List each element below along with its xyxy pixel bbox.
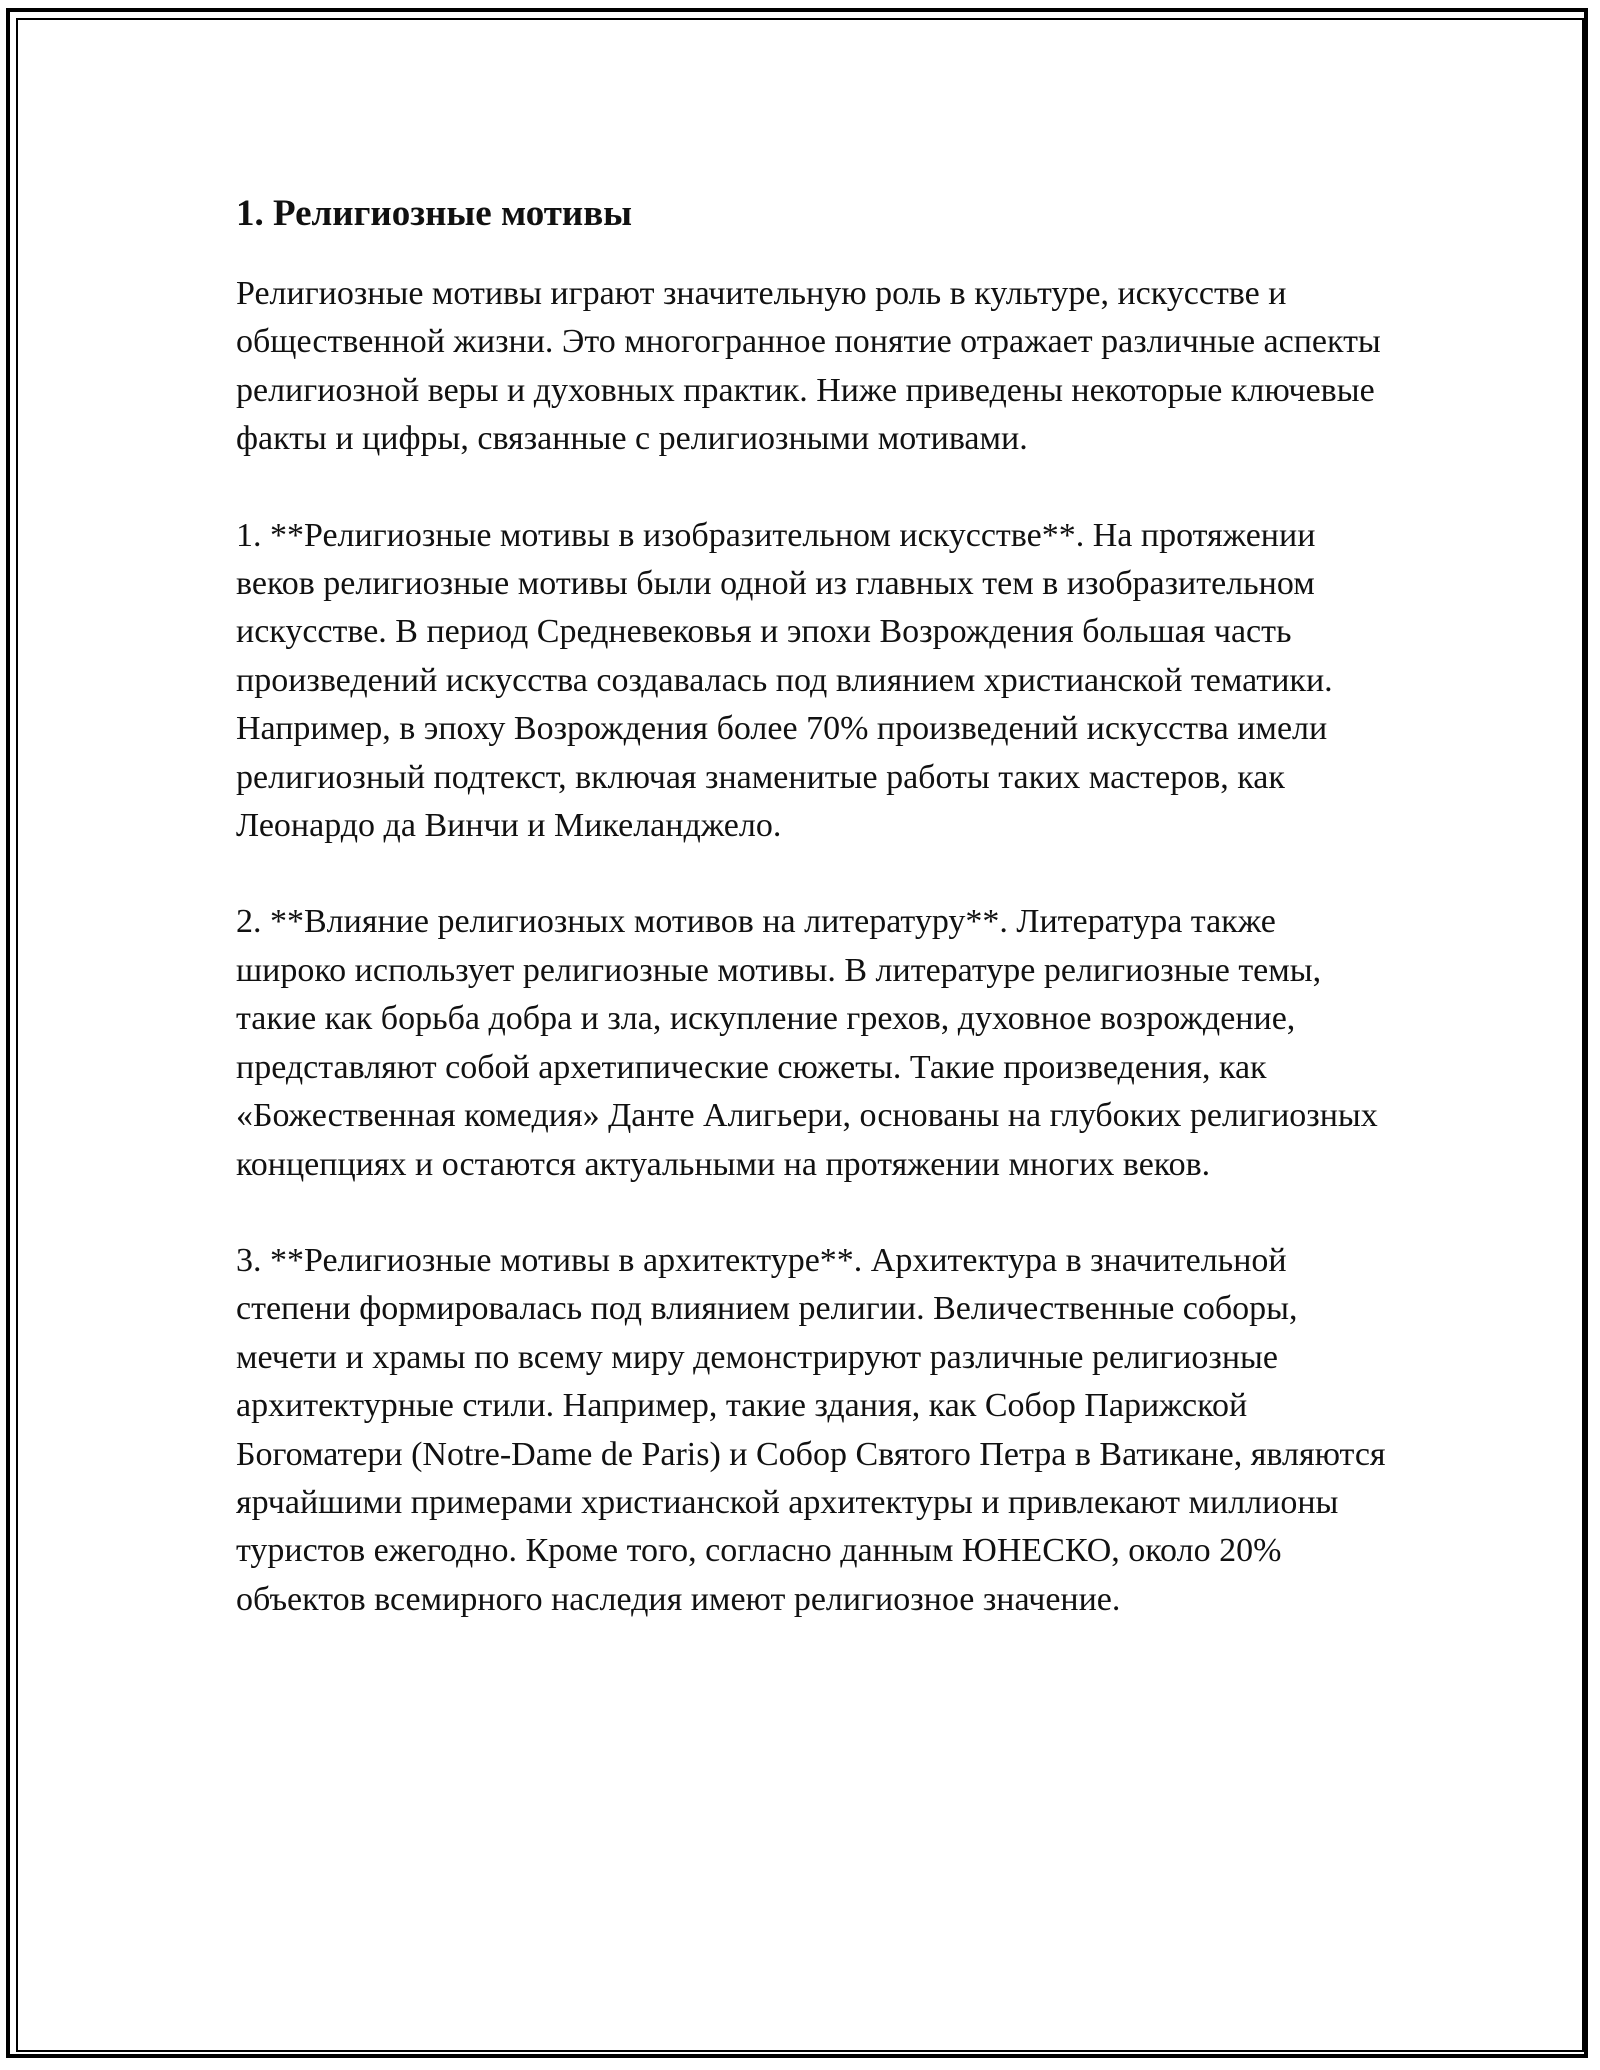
document-body (236, 186, 1386, 1672)
paragraph-visual-art: 1. **Религиозные мотивы в изобразительном искусстве**. На протяжении веков религиозные мотивы были одной из главных тем в изобразительном искусстве. В период Средневековья и эпохи Возрождения большая часть произведений искусства создавалась под влиянием христианской тематики. Например, в эпоху Возрождения более 70% произведений искусства имели религиозный подтекст, включая знаменитые работы таких мастеров, как Леонардо да Винчи и Микеланджело. (236, 516, 1333, 845)
paragraph-literature: 2. **Влияние религиозных мотивов на литературу**. Литература также широко использует религиозные мотивы. В литературе религиозные темы, такие как борьба добра и зла, искупление грехов, духовное возрождение, представляют собой архетипические сюжеты. Такие произведения, как «Божественная комедия» Данте Алигьери, основаны на глубоких религиозных концепциях и остаются актуальными на протяжении многих веков. (236, 903, 1378, 1183)
intro-paragraph: Религиозные мотивы играют значительную роль в культуре, искусстве и общественной жизни. Это многогранное понятие отражает различные аспекты религиозной веры и духовных практик. Ниже приведены некоторые ключевые факты и цифры, связанные с религиозными мотивами. (236, 275, 1381, 458)
section-heading: 1. Религиозные мотивы (236, 193, 633, 234)
paragraph-architecture: 3. **Религиозные мотивы в архитектуре**. Архитектура в значительной степени формировалась под влиянием религии. Величественные соборы, мечети и храмы по всему миру демонстрируют различные религиозные архитектурные стили. Например, такие здания, как Собор Парижской Богоматери (Notre-Dame de Paris) и Собор Святого Петра в Ватикане, являются ярчайшими примерами христианской архитектуры и привлекают миллионы туристов ежегодно. Кроме того, согласно данным ЮНЕСКО, около 20% объектов всемирного наследия имеют религиозное значение. (236, 1241, 1386, 1618)
